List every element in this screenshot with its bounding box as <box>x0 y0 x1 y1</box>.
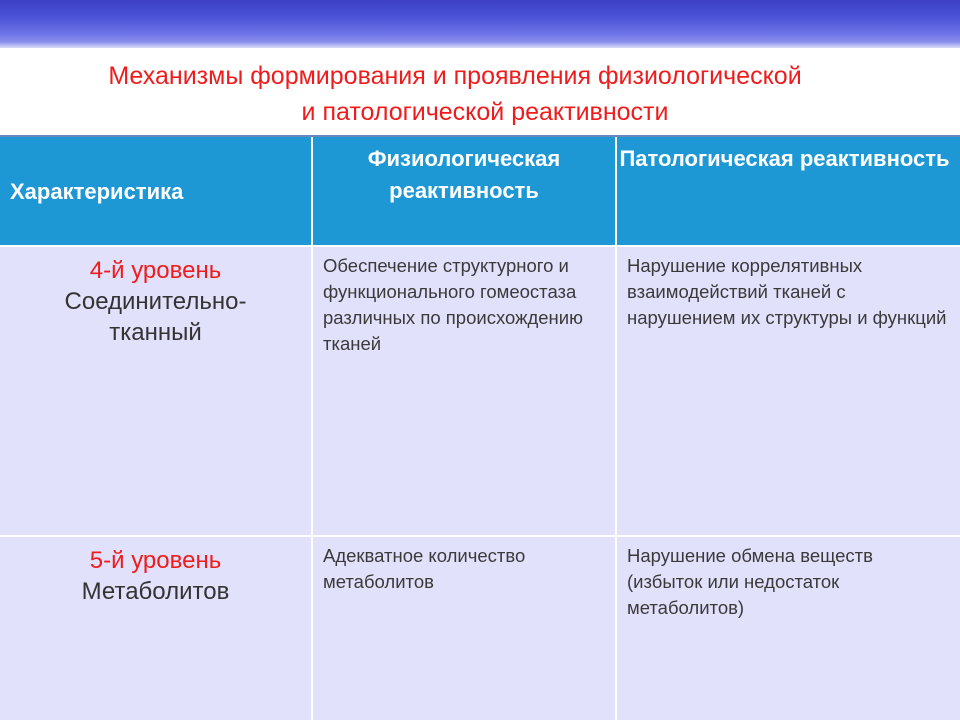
row1-pathological: Нарушение коррелятивных взаимодействий тканей с нарушением их структуры и функций <box>617 247 960 535</box>
slide-title <box>0 58 960 130</box>
header-pathological <box>617 137 960 245</box>
row1-level: 4-й уровень <box>89 257 222 284</box>
row2-physiological: Адекватное количество метаболитов <box>313 537 615 720</box>
header-characteristic <box>0 137 311 245</box>
row2-level: 5-й уровень <box>89 547 222 574</box>
header-physiological <box>313 137 615 245</box>
header-characteristic-label: Характеристика <box>10 179 184 204</box>
top-decorative-band <box>0 0 960 48</box>
slide-title-line1: Механизмы формирования и проявления физиологической <box>108 62 802 90</box>
row1-characteristic <box>0 247 311 535</box>
header-pathological-label: Патологическая реактивность <box>619 146 950 171</box>
row2-kind: Метаболитов <box>81 578 230 605</box>
row1-physiological: Обеспечение структурного и функционального гомеостаза различных по происхождению тканей <box>313 247 615 535</box>
row2-characteristic <box>0 537 311 720</box>
row2-pathological: Нарушение обмена веществ (избыток или недостаток метаболитов) <box>617 537 960 720</box>
header-physiological-label: Физиологическая реактивность <box>367 146 561 203</box>
row1-kind: Соединительно-тканный <box>64 288 247 346</box>
slide-title-line2: и патологической реактивности <box>301 98 669 126</box>
comparison-table <box>0 135 960 720</box>
